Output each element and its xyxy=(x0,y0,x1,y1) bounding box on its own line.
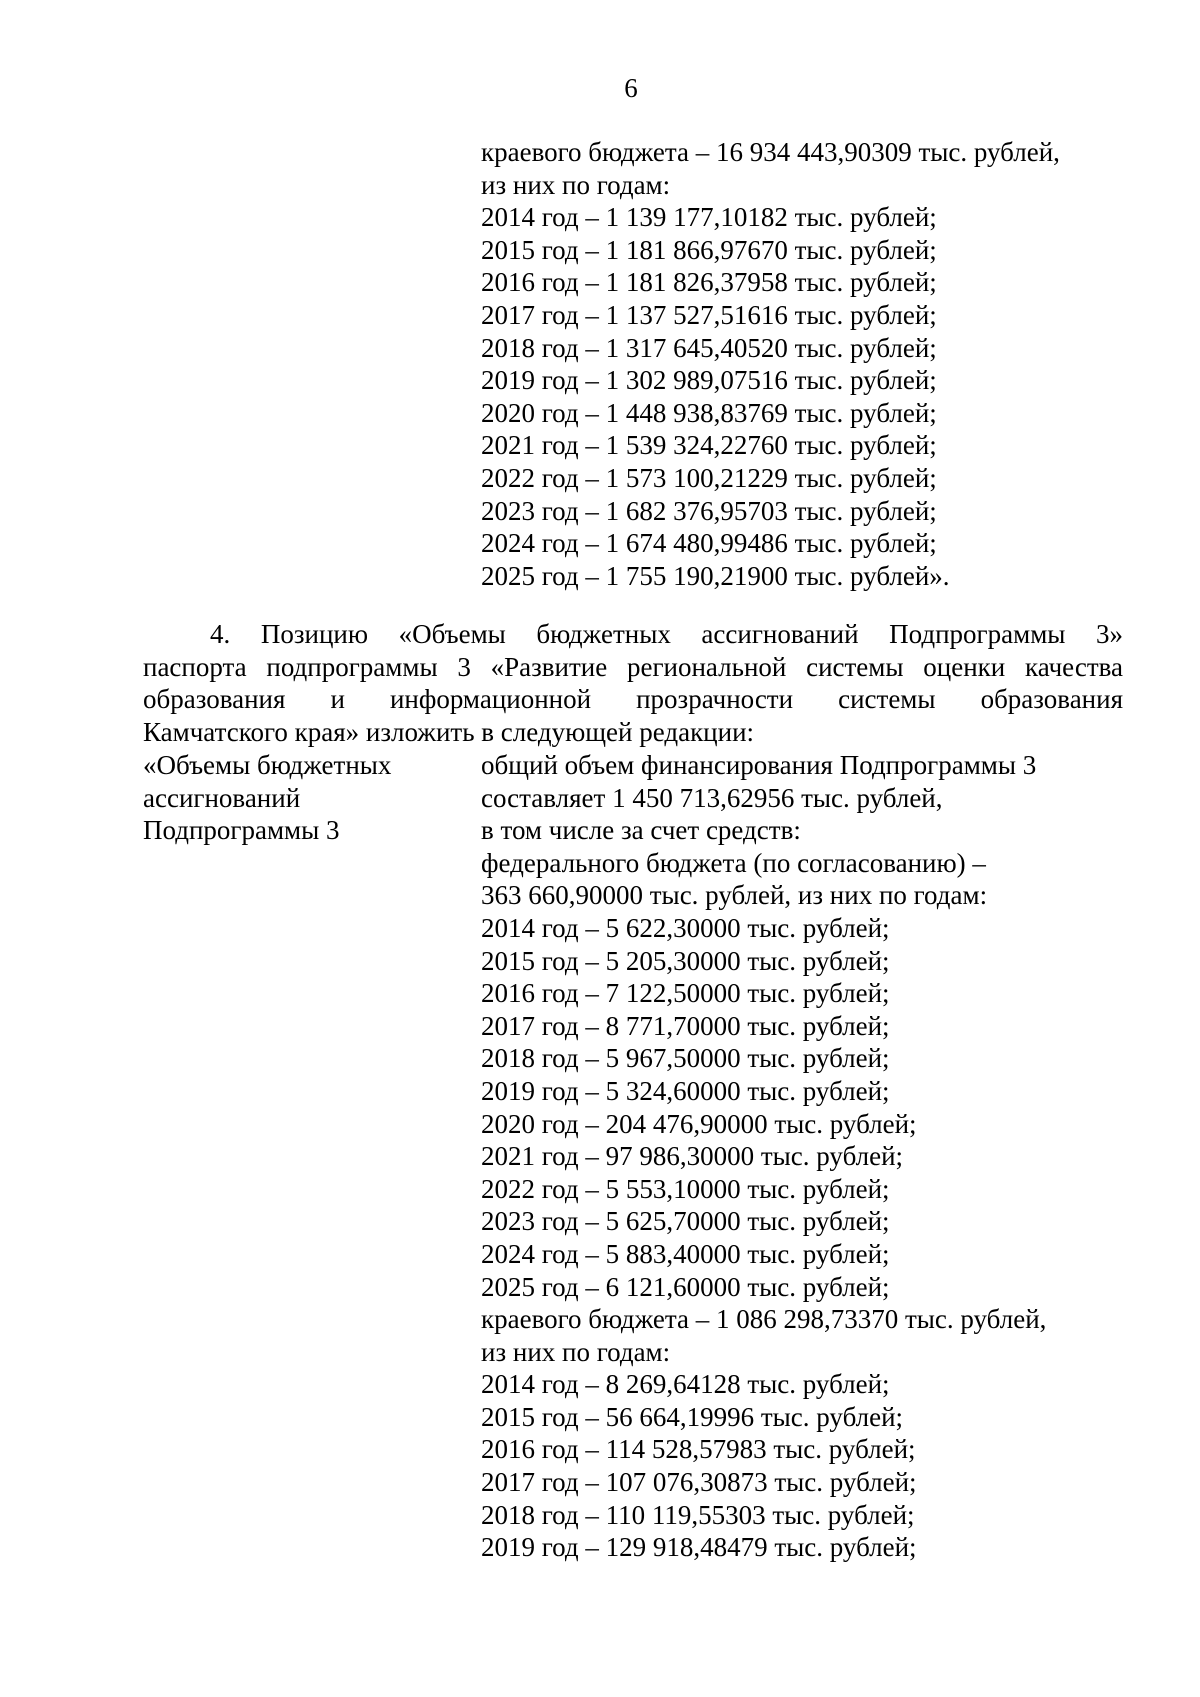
funding-line: краевого бюджета – 1 086 298,73370 тыс. рублей, xyxy=(481,1304,1047,1335)
budget-line: краевого бюджета – 16 934 443,90309 тыс. рублей, xyxy=(481,137,1060,167)
budget-line: 2023 год – 1 682 376,95703 тыс. рублей; xyxy=(481,495,937,526)
budget-line: 2020 год – 1 448 938,83769 тыс. рублей; xyxy=(481,397,937,428)
budget-line: 2014 год – 1 139 177,10182 тыс. рублей; xyxy=(481,202,937,233)
table-left-column xyxy=(143,749,473,847)
funding-line: 363 660,90000 тыс. рублей, из них по годам: xyxy=(481,880,988,911)
paragraph-line: Камчатского края» изложить в следующей редакции: xyxy=(143,716,755,747)
funding-line: федерального бюджета (по согласованию) – xyxy=(481,847,986,878)
funding-line: 2015 год – 5 205,30000 тыс. рублей; xyxy=(481,945,890,976)
budget-line: 2024 год – 1 674 480,99486 тыс. рублей; xyxy=(481,528,937,559)
funding-line: 2020 год – 204 476,90000 тыс. рублей; xyxy=(481,1108,917,1139)
funding-line: 2014 год – 8 269,64128 тыс. рублей; xyxy=(481,1369,890,1400)
funding-line: 2016 год – 7 122,50000 тыс. рублей; xyxy=(481,978,890,1009)
funding-line: 2019 год – 129 918,48479 тыс. рублей; xyxy=(481,1532,917,1563)
page-number: 6 xyxy=(624,73,638,103)
table-right-column xyxy=(481,749,1121,1564)
funding-line: 2018 год – 5 967,50000 тыс. рублей; xyxy=(481,1043,890,1074)
funding-line: общий объем финансирования Подпрограммы 3 xyxy=(481,750,1037,780)
budget-line: 2017 год – 1 137 527,51616 тыс. рублей; xyxy=(481,299,937,330)
budget-line: 2015 год – 1 181 866,97670 тыс. рублей; xyxy=(481,234,937,265)
funding-line: 2017 год – 8 771,70000 тыс. рублей; xyxy=(481,1010,890,1041)
funding-line: из них по годам: xyxy=(481,1336,671,1367)
position-label-line: ассигнований xyxy=(143,782,301,813)
paragraph-4 xyxy=(143,618,1123,748)
budget-line: 2022 год – 1 573 100,21229 тыс. рублей; xyxy=(481,462,937,493)
paragraph-line: паспорта подпрограммы 3 «Развитие региональной системы оценки качества xyxy=(143,651,1123,682)
funding-line: 2022 год – 5 553,10000 тыс. рублей; xyxy=(481,1173,890,1204)
funding-line: 2025 год – 6 121,60000 тыс. рублей; xyxy=(481,1271,890,1302)
position-label-line: Подпрограммы 3 xyxy=(143,815,340,846)
paragraph-line: образования и информационной прозрачности системы образования xyxy=(143,684,1123,715)
position-label-line: «Объемы бюджетных xyxy=(143,750,392,780)
funding-line: 2015 год – 56 664,19996 тыс. рублей; xyxy=(481,1401,904,1432)
funding-line: составляет 1 450 713,62956 тыс. рублей, xyxy=(481,782,943,813)
funding-line: 2021 год – 97 986,30000 тыс. рублей; xyxy=(481,1141,904,1172)
regional-budget-continuation xyxy=(481,136,1121,592)
funding-line: 2017 год – 107 076,30873 тыс. рублей; xyxy=(481,1467,917,1498)
funding-line: в том числе за счет средств: xyxy=(481,815,801,846)
funding-line: 2023 год – 5 625,70000 тыс. рублей; xyxy=(481,1206,890,1237)
budget-line: 2025 год – 1 755 190,21900 тыс. рублей». xyxy=(481,560,950,591)
budget-line: 2016 год – 1 181 826,37958 тыс. рублей; xyxy=(481,267,937,298)
paragraph-line: 4. Позицию «Объемы бюджетных ассигнований Подпрограммы 3» xyxy=(210,619,1123,649)
funding-line: 2016 год – 114 528,57983 тыс. рублей; xyxy=(481,1434,916,1465)
funding-line: 2018 год – 110 119,55303 тыс. рублей; xyxy=(481,1499,915,1530)
budget-line: 2019 год – 1 302 989,07516 тыс. рублей; xyxy=(481,365,937,396)
funding-line: 2019 год – 5 324,60000 тыс. рублей; xyxy=(481,1075,890,1106)
budget-line: 2021 год – 1 539 324,22760 тыс. рублей; xyxy=(481,430,937,461)
budget-line: из них по годам: xyxy=(481,169,671,200)
funding-line: 2024 год – 5 883,40000 тыс. рублей; xyxy=(481,1238,890,1269)
budget-line: 2018 год – 1 317 645,40520 тыс. рублей; xyxy=(481,332,937,363)
funding-line: 2014 год – 5 622,30000 тыс. рублей; xyxy=(481,912,890,943)
